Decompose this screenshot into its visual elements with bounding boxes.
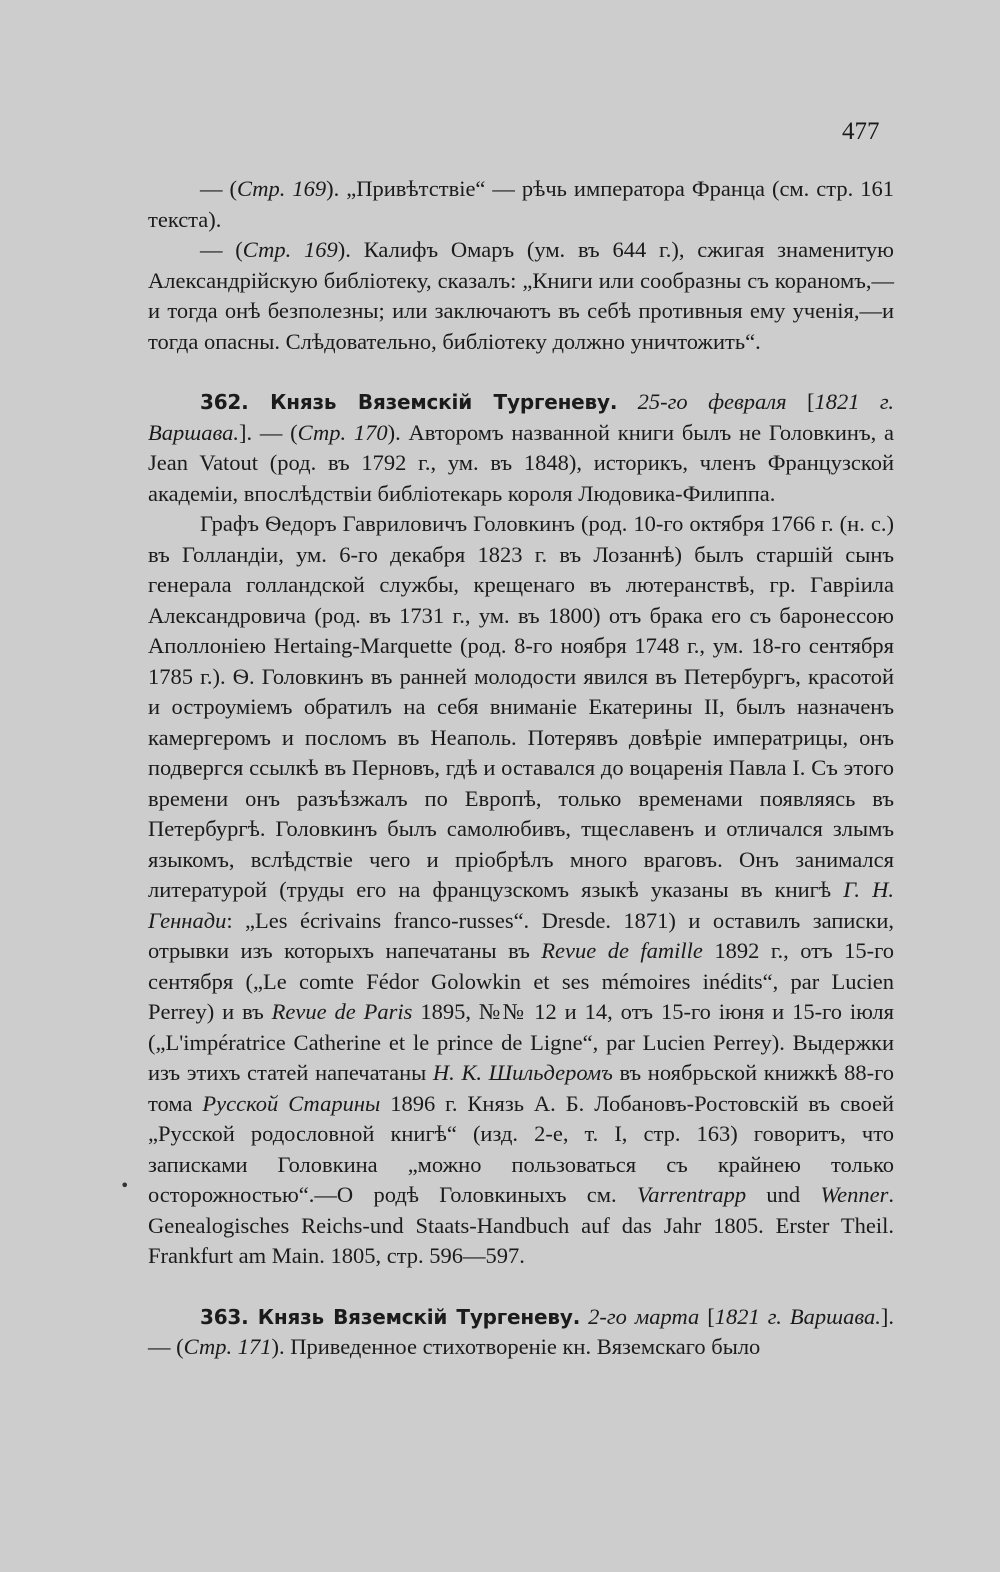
text-run: ]. — ( xyxy=(148,1303,894,1359)
page-number: 477 xyxy=(842,118,880,145)
text-run: ). Калифъ Омаръ (ум. въ 644 г.), сжигая знаменитую Александрійскую библіотеку, сказалъ: „Книги или сообразны съ кораномъ,—и тогда онѣ безполезны; или заключаютъ въ себѣ противныя ему ученія,—и тогда опасны. Слѣдовательно, библіотеку должно уничтожить“. xyxy=(148,237,894,354)
italic-text: 1821 г. Варшава. xyxy=(148,389,894,445)
text-run: 1892 г., отъ 15-го сентября („Le comte Fédor Golowkin et ses mémoires inédits“, par Lucien Perrey) и въ xyxy=(148,938,895,1024)
paragraph xyxy=(148,235,894,357)
paragraph xyxy=(148,509,894,1272)
margin-mark: • xyxy=(120,1176,130,1195)
italic-text: Стр. 169 xyxy=(242,237,338,262)
text-run: ). Приведенное стихотвореніе кн. Вяземскаго было xyxy=(271,1334,761,1359)
italic-text: Русской Старины xyxy=(202,1090,381,1116)
text-run: — ( xyxy=(200,237,243,262)
text-run: въ ноябрьской книжкѣ 88-го тома xyxy=(148,1060,894,1116)
text-run: — ( xyxy=(200,176,237,201)
text-run xyxy=(580,1304,588,1329)
paragraph xyxy=(148,387,894,509)
page-body-text xyxy=(148,174,894,1363)
text-run: [ xyxy=(699,1303,715,1329)
italic-text: Стр. 169 xyxy=(236,176,327,201)
italic-text: Revue de Paris xyxy=(271,999,413,1024)
text-run: ]. — ( xyxy=(238,419,298,445)
letter-heading: 362. Князь Вяземскій Тургеневу. xyxy=(200,390,618,414)
paragraph xyxy=(148,1302,894,1363)
text-run: Графъ Ѳедоръ Гавриловичъ Головкинъ (род. 10-го октября 1766 г. (н. с.) въ Голландіи, ум. 6-го декабря 1823 г. въ Лозаннѣ) былъ старшій сынъ генерала голландской службы, крещенаго въ лютеранствѣ, гр. Гавріила Александровича (род. въ 1731 г., ум. въ 1800) отъ брака его съ баронессою Аполлоніею Hertaing-Marquette (род. 8-го ноября 1748 г., ум. 18-го сентября 1785 г.). Ѳ. Головкинъ въ ранней молодости явился въ Петербургъ, красотой и остроуміемъ обратилъ на себя вниманіе Екатерины II, былъ назначенъ камергеромъ и посломъ въ Неаполь. Потерявъ довѣріе императрицы, онъ подвергся ссылкѣ въ Перновъ, гдѣ и оставался до воцаренія Павла I. Съ этого времени онъ разъѣзжалъ по Европѣ, только временами появляясь въ Петербургѣ. Головкинъ былъ самолюбивъ, тщеславенъ и отличался злымъ языкомъ, вслѣдствіе чего и пріобрѣлъ много враговъ. Онъ занимался литературой (труды его на французскомъ языкѣ указаны въ книгѣ xyxy=(148,511,894,902)
letter-heading: 363. Князь Вяземскій Тургеневу. xyxy=(200,1304,581,1329)
italic-text: Стр. 170 xyxy=(297,419,388,445)
italic-text: 2-го марта xyxy=(588,1303,700,1329)
text-run: [ xyxy=(786,389,815,414)
italic-text: 25-го февраля xyxy=(637,389,787,414)
text-run: und xyxy=(746,1182,821,1207)
section-gap xyxy=(148,357,894,387)
text-run: ). „Привѣтствіе“ — рѣчь императора Франца (см. стр. 161 текста). xyxy=(148,176,894,232)
italic-text: Стр. 171 xyxy=(183,1334,272,1359)
italic-text: 1821 г. Варшава. xyxy=(714,1303,881,1329)
italic-text: Wenner xyxy=(820,1182,889,1207)
italic-text: Revue de famille xyxy=(541,938,703,963)
italic-text: Г. Н. Геннади xyxy=(148,877,894,933)
text-run: ). Авторомъ названной книги былъ не Головкинъ, а Jean Vatout (род. въ 1792 г., ум. въ 1848), историкъ, членъ Французской академіи, впослѣдствіи библіотекарь короля Людовика-Филиппа. xyxy=(148,419,894,506)
italic-text: Varrentrapp xyxy=(636,1182,747,1207)
italic-text: Н. К. Шильдеромъ xyxy=(432,1060,613,1085)
section-gap xyxy=(148,1272,894,1302)
text-run: 1895, №№ 12 и 14, отъ 15-го іюня и 15-го іюля („L'impératrice Catherine et le prince de Ligne“, par Lucien Perrey). Выдержки изъ этихъ статей напечатаны xyxy=(148,999,894,1085)
text-run xyxy=(617,389,637,414)
text-run: 1896 г. Князь А. Б. Лобановъ-Ростовскій въ своей „Русской родословной книгѣ“ (изд. 2-е, т. I, стр. 163) говоритъ, что записками Головкина „можно пользоваться съ крайнею только осторожностью“.—О родѣ Головкиныхъ см. xyxy=(148,1090,895,1207)
paragraph xyxy=(148,174,894,235)
text-run: . Genealogisches Reichs-und Staats-Handbuch auf das Jahr 1805. Erster Theil. Frankfurt am Main. 1805, стр. 596—597. xyxy=(148,1182,895,1268)
text-run: : „Les écrivains franco-russes“. Dresde. 1871) и оставилъ записки, отрывки изъ которыхъ напечатаны въ xyxy=(148,907,894,963)
